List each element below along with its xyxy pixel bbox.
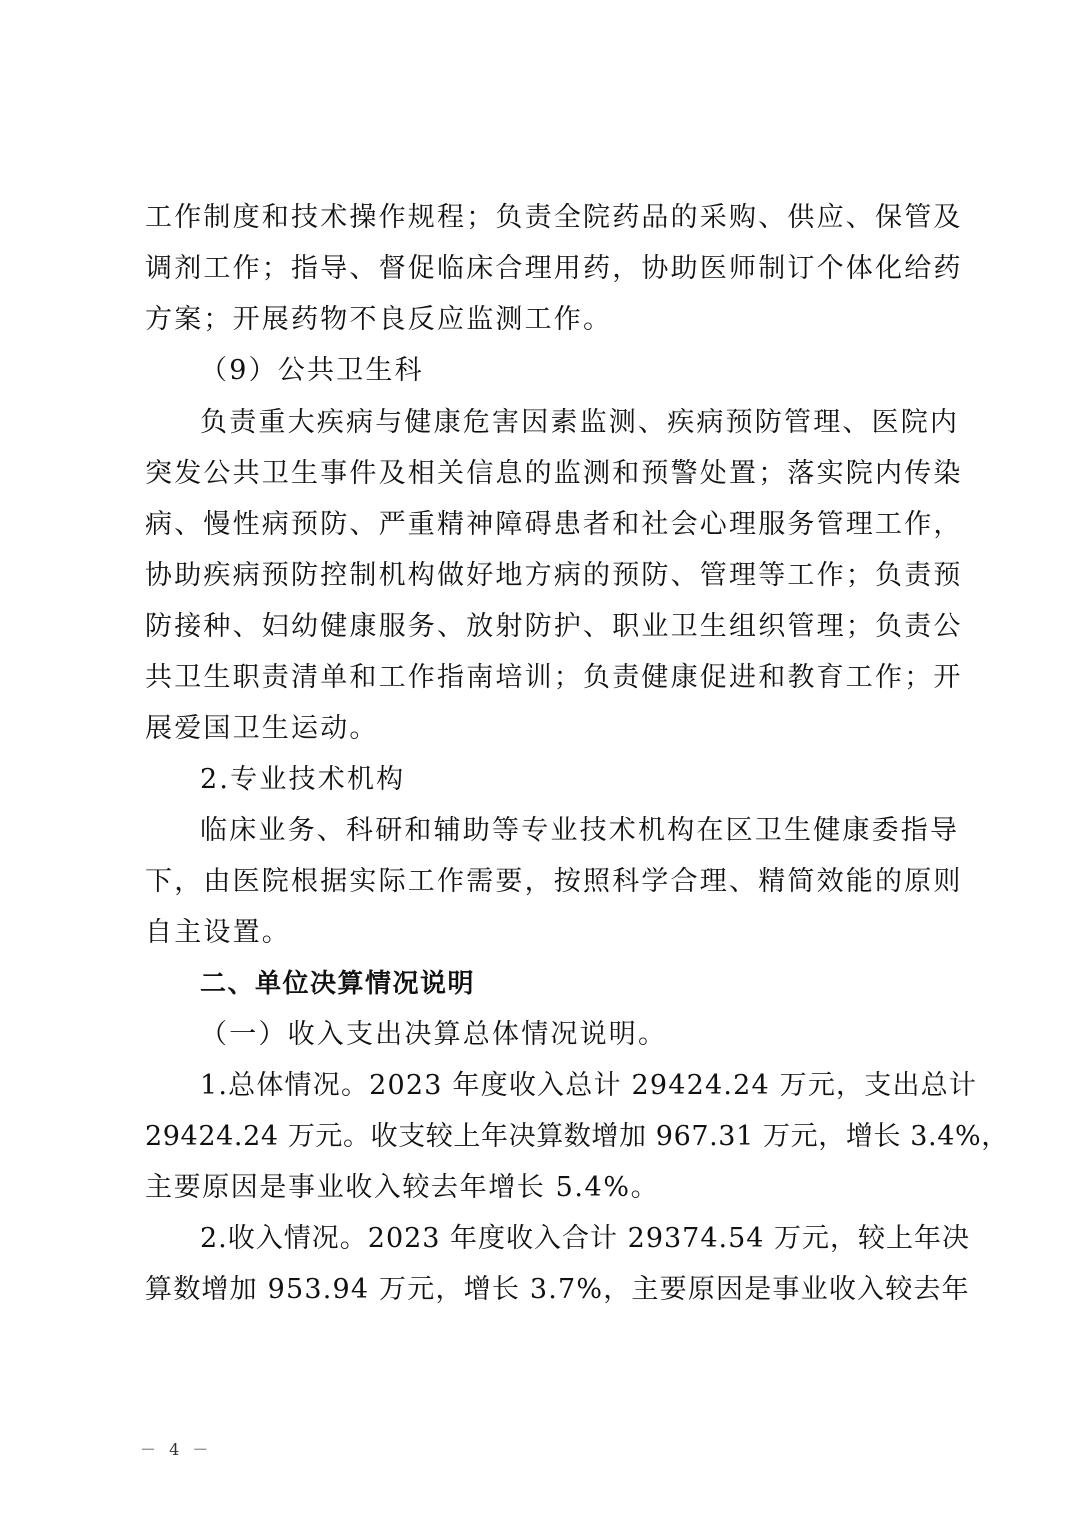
- text-line: 调剂工作；指导、督促临床合理用药，协助医师制订个体化给药: [145, 253, 963, 284]
- text-line: 工作制度和技术操作规程；负责全院药品的采购、供应、保管及: [145, 202, 963, 233]
- page-number: － 4 －: [140, 1440, 213, 1459]
- text-line: 防接种、妇幼健康服务、放射防护、职业卫生组织管理；负责公: [145, 611, 963, 642]
- text-line: 突发公共卫生事件及相关信息的监测和预警处置；落实院内传染: [145, 458, 963, 489]
- text-line: 算数增加 953.94 万元，增长 3.7%，主要原因是事业收入较去年: [145, 1274, 970, 1305]
- text-line: 临床业务、科研和辅助等专业技术机构在区卫生健康委指导: [200, 815, 960, 846]
- section-heading-final-accounts: 二、单位决算情况说明: [200, 969, 476, 999]
- section-heading-professional-institutions: 2.专业技术机构: [200, 764, 406, 795]
- text-line: 协助疾病预防控制机构做好地方病的预防、管理等工作；负责预: [145, 560, 963, 591]
- text-line: 自主设置。: [145, 917, 291, 948]
- section-heading-public-health: （9）公共卫生科: [200, 355, 424, 386]
- text-line: 共卫生职责清单和工作指南培训；负责健康促进和教育工作；开: [145, 662, 963, 693]
- text-line: 29424.24 万元。收支较上年决算数增加 967.31 万元，增长 3.4%，: [145, 1121, 1009, 1152]
- text-line: 负责重大疾病与健康危害因素监测、疾病预防管理、医院内: [200, 407, 960, 438]
- text-line: 1.总体情况。2023 年度收入总计 29424.24 万元，支出总计: [200, 1070, 978, 1101]
- text-line: 2.收入情况。2023 年度收入合计 29374.54 万元，较上年决: [200, 1223, 971, 1254]
- text-line: 方案；开展药物不良反应监测工作。: [145, 304, 613, 335]
- text-line: 病、慢性病预防、严重精神障碍患者和社会心理服务管理工作，: [145, 509, 963, 540]
- text-line: 展爱国卫生运动。: [145, 713, 379, 744]
- subsection-heading-income-expenditure: （一）收入支出决算总体情况说明。: [200, 1019, 668, 1050]
- text-line: 下，由医院根据实际工作需要，按照科学合理、精简效能的原则: [145, 866, 963, 897]
- text-line: 主要原因是事业收入较去年增长 5.4%。: [145, 1172, 660, 1203]
